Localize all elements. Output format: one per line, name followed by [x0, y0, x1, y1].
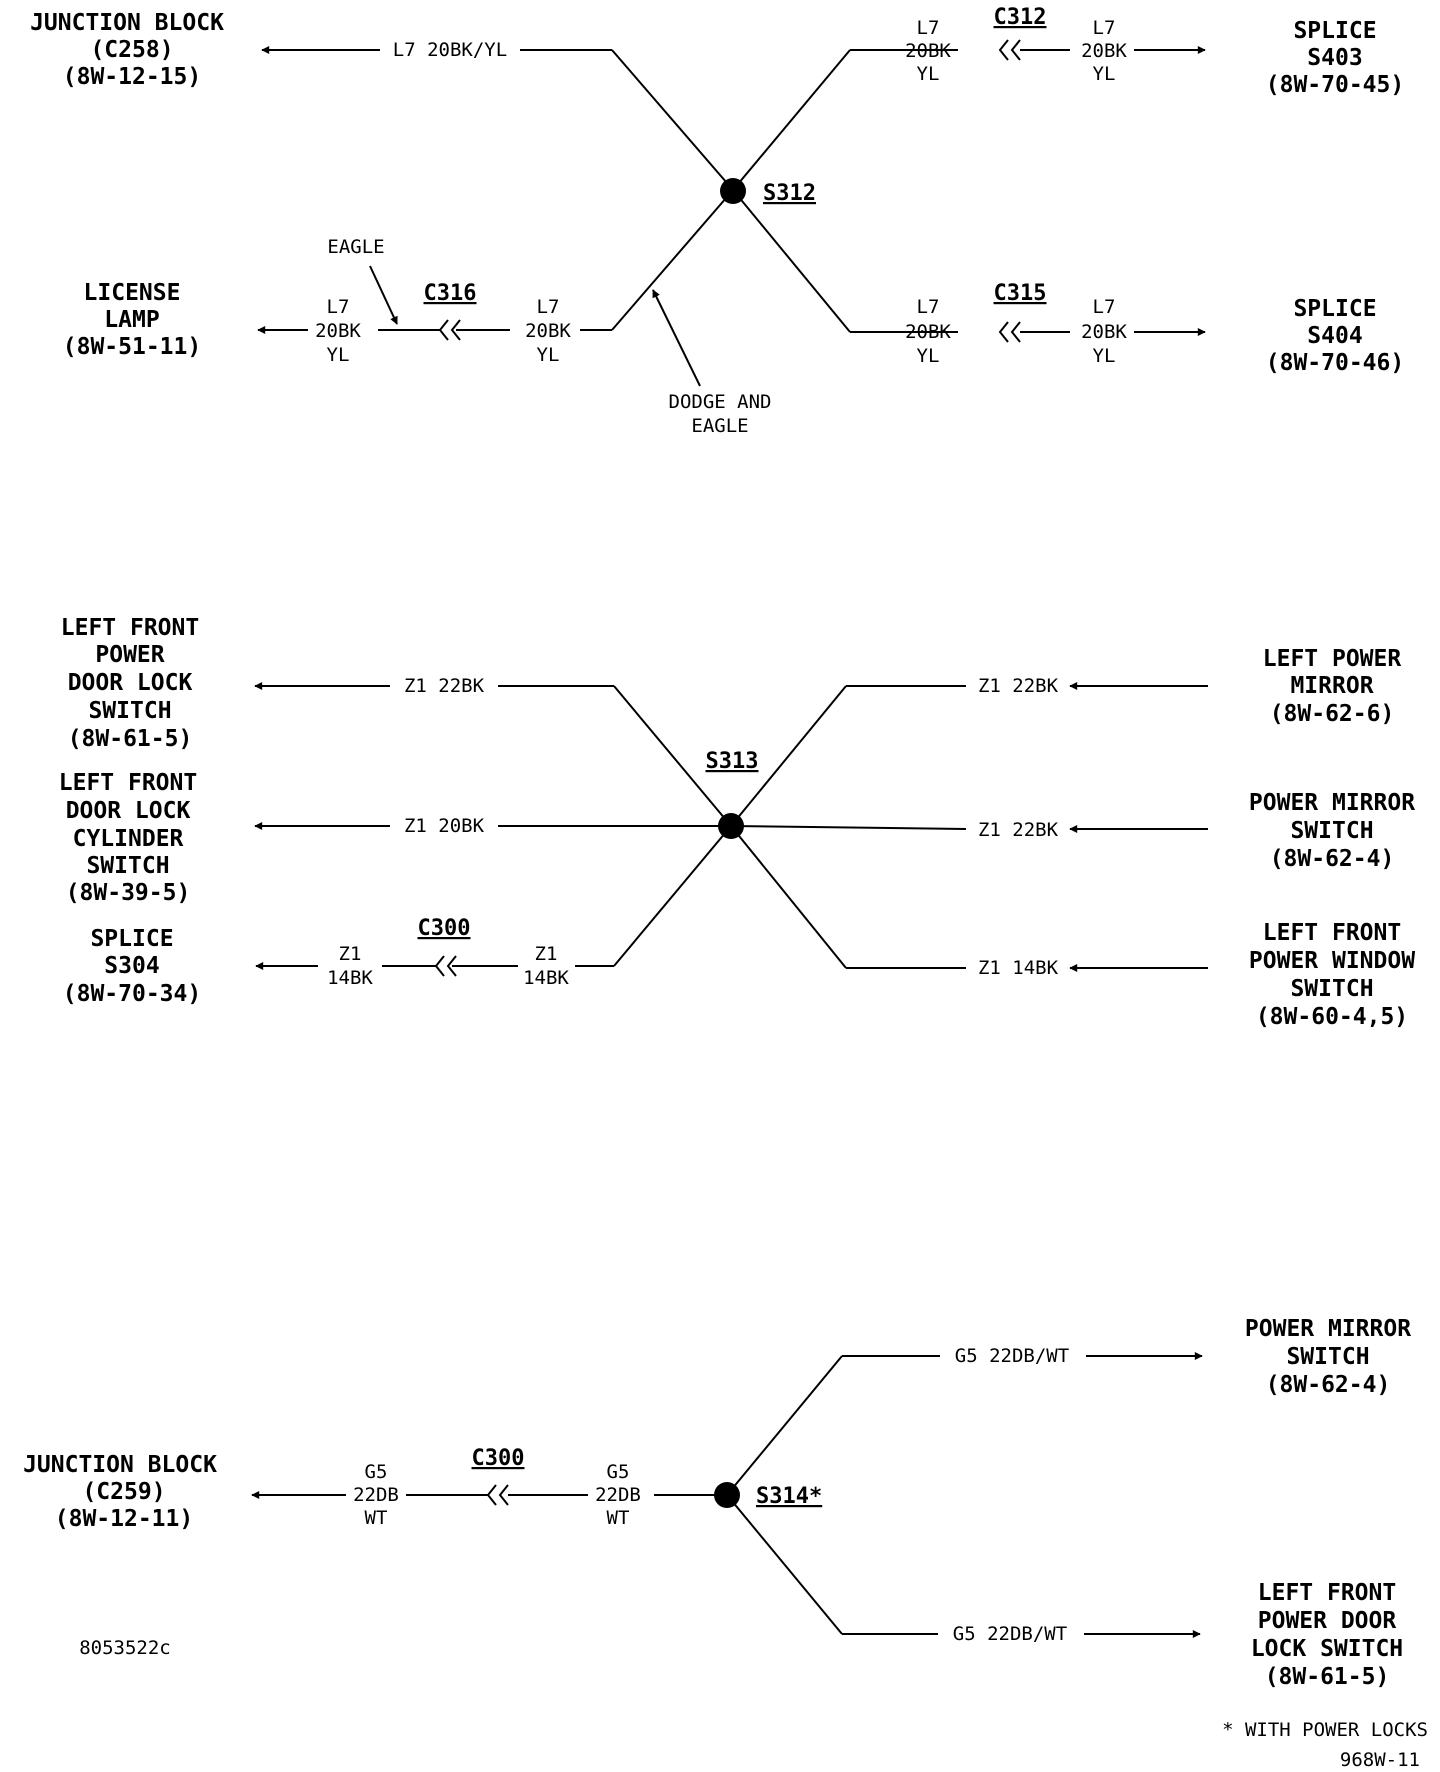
power-mirror-switch-label-s313: [1249, 790, 1415, 872]
svg-text:SWITCH: SWITCH: [88, 698, 172, 724]
dodge-eagle-note-pointer: [653, 290, 700, 386]
svg-text:(8W-61-5): (8W-61-5): [67, 726, 193, 752]
splice-s314-label: S314*: [756, 1484, 823, 1509]
c315-right-wire-label: [1081, 296, 1127, 367]
svg-text:POWER DOOR: POWER DOOR: [1257, 1608, 1397, 1634]
svg-text:G5: G5: [606, 1461, 630, 1483]
svg-text:CYLINDER: CYLINDER: [72, 826, 184, 852]
svg-text:LOCK SWITCH: LOCK SWITCH: [1250, 1636, 1404, 1662]
svg-text:20BK: 20BK: [905, 40, 951, 62]
wire-s313-mid-right: [731, 826, 966, 829]
c315-left-wire-label: [905, 296, 951, 367]
svg-text:JUNCTION BLOCK: JUNCTION BLOCK: [30, 10, 224, 36]
c316-left-wire-label: [315, 296, 361, 366]
wire-s312-lower-left-diag: [612, 190, 733, 330]
splice-s312-label: S312: [763, 181, 816, 206]
left-power-mirror-label: [1263, 646, 1402, 727]
wire-label-z1-22bk-left: Z1 22BK: [403, 675, 485, 697]
svg-text:WT: WT: [606, 1507, 630, 1529]
svg-text:LEFT FRONT: LEFT FRONT: [60, 615, 200, 641]
svg-text:MIRROR: MIRROR: [1290, 673, 1374, 699]
svg-text:DODGE AND: DODGE AND: [668, 391, 772, 413]
svg-text:SWITCH: SWITCH: [1286, 1344, 1370, 1370]
wire-s312-lower-right-diag: [733, 190, 850, 332]
svg-text:20BK: 20BK: [905, 321, 951, 343]
svg-text:LEFT FRONT: LEFT FRONT: [1262, 920, 1402, 946]
svg-text:DOOR LOCK: DOOR LOCK: [65, 798, 191, 824]
svg-text:20BK: 20BK: [525, 320, 571, 342]
wire-s312-upper-right-diag: [733, 50, 850, 190]
svg-text:SPLICE: SPLICE: [90, 926, 174, 952]
svg-text:(8W-12-11): (8W-12-11): [54, 1506, 194, 1532]
svg-text:(C259): (C259): [82, 1479, 166, 1505]
svg-text:(8W-62-4): (8W-62-4): [1269, 846, 1395, 872]
figure-id: 8053522c: [79, 1637, 171, 1659]
svg-text:EAGLE: EAGLE: [691, 415, 749, 437]
eagle-note-pointer: [370, 266, 397, 324]
svg-text:YL: YL: [536, 344, 560, 366]
c312-label: C312: [993, 5, 1047, 30]
svg-text:SWITCH: SWITCH: [86, 853, 170, 879]
svg-text:(8W-60-4,5): (8W-60-4,5): [1255, 1004, 1409, 1030]
svg-text:LICENSE: LICENSE: [83, 280, 181, 306]
svg-text:Z1: Z1: [534, 943, 558, 965]
svg-text:POWER MIRROR: POWER MIRROR: [1244, 1316, 1412, 1342]
svg-text:YL: YL: [916, 345, 940, 367]
svg-text:YL: YL: [326, 344, 350, 366]
splice-s404-label: [1266, 296, 1404, 376]
wire-label-g5-22db-wt-door-lock: G5 22DB/WT: [952, 1623, 1068, 1645]
s312-group: [30, 5, 1404, 437]
c316-right-wire-label: [525, 296, 571, 366]
svg-text:22DB: 22DB: [595, 1484, 641, 1506]
svg-text:SPLICE: SPLICE: [1293, 296, 1377, 322]
svg-text:20BK: 20BK: [1081, 321, 1127, 343]
lf-power-door-lock-switch-label-s314: [1251, 1580, 1403, 1690]
wire-label-z1-22bk-switch: Z1 22BK: [977, 819, 1059, 841]
wire-label-z1-20bk: Z1 20BK: [403, 815, 485, 837]
svg-text:POWER: POWER: [95, 642, 165, 668]
c312-connector-symbol: [1000, 40, 1020, 60]
svg-text:S403: S403: [1307, 45, 1363, 71]
svg-text:SPLICE: SPLICE: [1293, 18, 1377, 44]
wire-s312-upper-left-diag: [612, 50, 733, 190]
junction-block-c258-label: [30, 10, 224, 90]
svg-text:L7: L7: [1092, 17, 1116, 39]
svg-text:(8W-62-6): (8W-62-6): [1269, 701, 1395, 727]
svg-text:LAMP: LAMP: [104, 307, 160, 333]
svg-text:L7: L7: [326, 296, 350, 318]
svg-text:SWITCH: SWITCH: [1290, 818, 1374, 844]
wire-s314-lower-diag: [727, 1495, 842, 1634]
c300-s314-right-wire-label: [595, 1461, 641, 1529]
c316-label: C316: [423, 281, 477, 306]
wire-label-z1-22bk-mirror: Z1 22BK: [977, 675, 1059, 697]
footnote-with-power-locks: * WITH POWER LOCKS: [1222, 1719, 1428, 1741]
wire-s314-upper-diag: [727, 1356, 842, 1495]
svg-text:L7: L7: [916, 296, 940, 318]
c300-s313-right-wire-label: [523, 943, 569, 989]
splice-s304-label: [63, 926, 201, 1007]
svg-text:(8W-61-5): (8W-61-5): [1264, 1664, 1390, 1690]
svg-text:L7: L7: [1092, 296, 1116, 318]
svg-text:LEFT POWER: LEFT POWER: [1262, 646, 1402, 672]
svg-text:LEFT FRONT: LEFT FRONT: [1257, 1580, 1397, 1606]
s314-group: [23, 1316, 1411, 1690]
splice-s313-label: S313: [705, 749, 759, 774]
c300-s313-left-wire-label: [327, 943, 373, 989]
svg-text:(8W-39-5): (8W-39-5): [65, 880, 191, 906]
wire-label-g5-22db-wt-mirror: G5 22DB/WT: [954, 1345, 1070, 1367]
c300-s314-left-wire-label: [353, 1461, 399, 1529]
lf-power-window-switch-label: [1249, 920, 1415, 1030]
svg-text:(8W-62-4): (8W-62-4): [1265, 1372, 1391, 1398]
svg-text:(8W-12-15): (8W-12-15): [62, 64, 202, 90]
svg-text:L7: L7: [916, 17, 940, 39]
svg-text:G5: G5: [364, 1461, 388, 1483]
svg-text:14BK: 14BK: [523, 967, 569, 989]
svg-text:YL: YL: [1092, 63, 1116, 85]
svg-text:YL: YL: [916, 63, 940, 85]
svg-text:(8W-70-34): (8W-70-34): [62, 981, 202, 1007]
wire-s313-lower-right-diag: [731, 826, 846, 968]
c300-s314-connector-symbol: [488, 1485, 508, 1505]
svg-text:Z1: Z1: [338, 943, 362, 965]
svg-text:(8W-70-46): (8W-70-46): [1265, 350, 1405, 376]
junction-block-c259-label: [23, 1452, 217, 1532]
svg-text:20BK: 20BK: [1081, 40, 1127, 62]
splice-s403-label: [1266, 18, 1404, 98]
svg-text:LEFT FRONT: LEFT FRONT: [58, 770, 198, 796]
svg-text:POWER MIRROR: POWER MIRROR: [1248, 790, 1416, 816]
diagram-code: 968W-11: [1339, 1749, 1420, 1771]
svg-text:(8W-51-11): (8W-51-11): [62, 334, 202, 360]
eagle-note: EAGLE: [327, 236, 385, 258]
license-lamp-label: [63, 280, 201, 360]
svg-text:YL: YL: [1092, 345, 1116, 367]
s313-group: [59, 615, 1415, 1030]
c300-s314-label: C300: [471, 1446, 525, 1471]
c315-label: C315: [993, 281, 1047, 306]
wire-s313-lower-left-diag: [614, 826, 731, 966]
lf-door-lock-cylinder-label: [59, 770, 197, 906]
c312-left-wire-label: [905, 17, 951, 85]
svg-text:14BK: 14BK: [327, 967, 373, 989]
c312-right-wire-label: [1081, 17, 1127, 85]
svg-text:S404: S404: [1307, 323, 1363, 349]
svg-text:L7: L7: [536, 296, 560, 318]
svg-text:(C258): (C258): [90, 37, 174, 63]
svg-text:SWITCH: SWITCH: [1290, 976, 1374, 1002]
dodge-and-eagle-note: [669, 391, 772, 437]
power-mirror-switch-label-s314: [1245, 1316, 1411, 1398]
svg-text:DOOR LOCK: DOOR LOCK: [67, 670, 193, 696]
svg-text:(8W-70-45): (8W-70-45): [1265, 72, 1405, 98]
svg-text:20BK: 20BK: [315, 320, 361, 342]
svg-text:22DB: 22DB: [353, 1484, 399, 1506]
lf-power-door-lock-switch-label: [61, 615, 199, 752]
svg-text:S304: S304: [104, 953, 160, 979]
wire-label-z1-14bk: Z1 14BK: [977, 957, 1059, 979]
wire-label-l7-20bk-yl: L7 20BK/YL: [392, 39, 508, 61]
svg-text:WT: WT: [364, 1507, 388, 1529]
svg-text:POWER WINDOW: POWER WINDOW: [1248, 948, 1416, 974]
c315-connector-symbol: [1000, 322, 1020, 342]
c300-s313-label: C300: [417, 916, 471, 941]
svg-text:JUNCTION BLOCK: JUNCTION BLOCK: [23, 1452, 217, 1478]
